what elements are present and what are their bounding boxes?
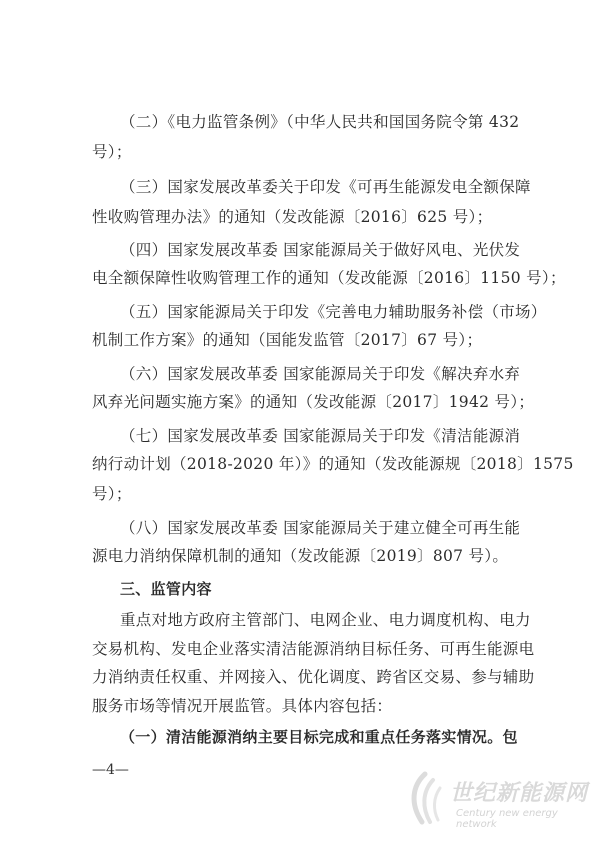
text-line: （五）国家能源局关于印发《完善电力辅助服务补偿（市场）: [120, 303, 547, 321]
text-line: （四）国家发展改革委 国家能源局关于做好风电、光伏发: [120, 241, 521, 259]
text-line: （三）国家发展改革委关于印发《可再生能源发电全额保障: [120, 178, 531, 196]
text-line: 交易机构、发电企业落实清洁能源消纳目标任务、可再生能源电: [92, 640, 535, 658]
text-line: （八）国家发展改革委 国家能源局关于建立健全可再生能: [120, 519, 521, 537]
text-line: （六）国家发展改革委 国家能源局关于印发《解决弃水弃: [120, 365, 521, 383]
section-heading: 三、监管内容: [120, 580, 212, 598]
text-line: 号）；: [92, 143, 132, 161]
text-line: 力消纳责任权重、并网接入、优化调度、跨省区交易、参与辅助: [92, 668, 535, 686]
watermark: [398, 770, 594, 840]
text-line: 电全额保障性收购管理工作的通知（发改能源〔2016〕1150 号）；: [92, 269, 566, 287]
text-line: （七）国家发展改革委 国家能源局关于印发《清洁能源消: [120, 427, 521, 445]
text-line: 机制工作方案》的通知（国能发监管〔2017〕67 号）；: [92, 331, 483, 349]
text-line: 服务市场等情况开展监管。具体内容包括：: [92, 697, 393, 715]
watermark-subtitle: Century new energy network: [456, 808, 558, 830]
page-number: —4—: [92, 762, 129, 778]
text-line: 性收购管理办法》的通知（发改能源〔2016〕625 号）；: [92, 208, 493, 226]
text-line: 号）；: [92, 485, 132, 503]
text-line: 纳行动计划（2018-2020 年）》的通知（发改能源规〔2018〕1575: [92, 455, 574, 473]
text-line: 重点对地方政府主管部门、电网企业、电力调度机构、电力: [120, 611, 531, 629]
text-line: （二）《电力监管条例》（中华人民共和国国务院令第 432: [120, 113, 520, 131]
text-line: 源电力消纳保障机制的通知（发改能源〔2019〕807 号）。: [92, 547, 509, 565]
text-line: 风弃光问题实施方案》的通知（发改能源〔2017〕1942 号）；: [92, 393, 535, 411]
watermark-logo-icon: [400, 770, 450, 830]
subsection-heading: （一）清洁能源消纳主要目标完成和重点任务落实情况。包: [120, 728, 518, 746]
watermark-title: 世纪新能源网: [450, 781, 589, 806]
